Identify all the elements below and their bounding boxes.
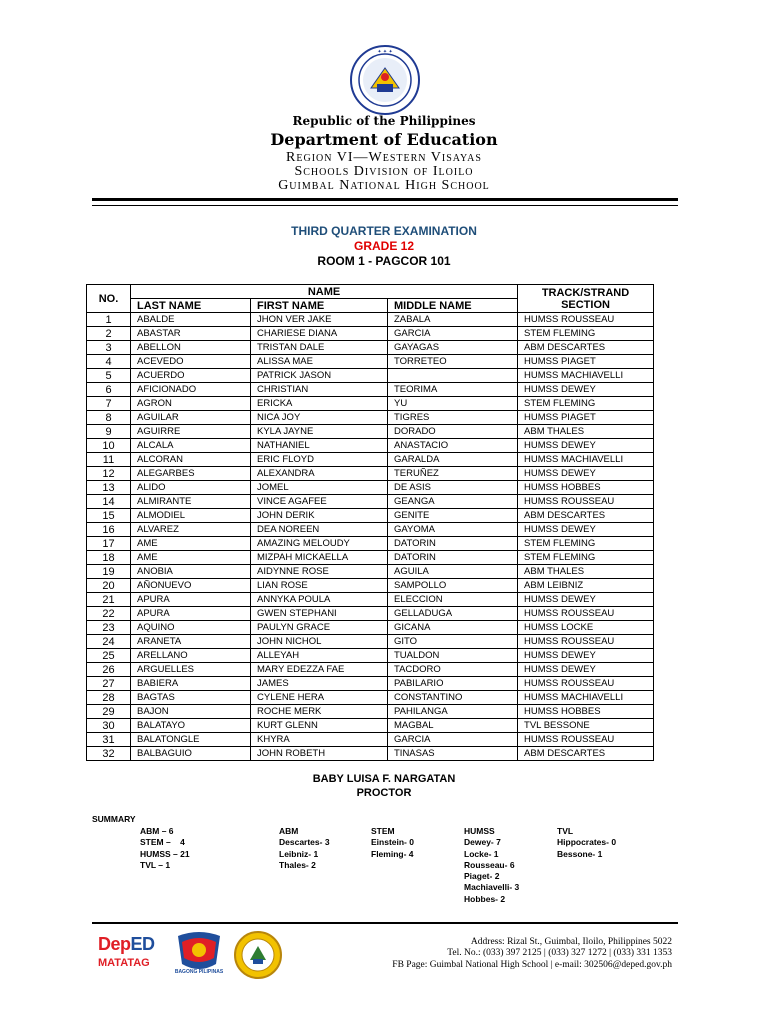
cell-section: HUMSS DEWEY xyxy=(518,467,654,481)
footer-tel: Tel. No.: (033) 397 2125 | (033) 327 1272 | (033) 331 1353 xyxy=(447,948,672,959)
cell-section: HUMSS DEWEY xyxy=(518,663,654,677)
cell-first: CHARIESE DIANA xyxy=(251,327,388,341)
table-row xyxy=(87,621,654,635)
summary-line: Locke- 1 xyxy=(464,848,499,859)
cell-no: 5 xyxy=(87,369,131,383)
cell-section: STEM FLEMING xyxy=(518,551,654,565)
table-row xyxy=(87,453,654,467)
cell-no: 6 xyxy=(87,383,131,397)
cell-section: HUMSS ROUSSEAU xyxy=(518,677,654,691)
cell-middle: TUALDON xyxy=(388,649,518,663)
header-divider-thick xyxy=(92,198,678,201)
cell-first: ALEXANDRA xyxy=(251,467,388,481)
deped-suffix: ED xyxy=(130,934,155,954)
cell-first: NATHANIEL xyxy=(251,439,388,453)
cell-middle: PAHILANGA xyxy=(388,705,518,719)
cell-section: HUMSS ROUSSEAU xyxy=(518,495,654,509)
cell-no: 3 xyxy=(87,341,131,355)
cell-no: 12 xyxy=(87,467,131,481)
cell-section: HUMSS LOCKE xyxy=(518,621,654,635)
table-row xyxy=(87,719,654,733)
summary-line: ABM xyxy=(279,826,299,836)
cell-section: HUMSS ROUSSEAU xyxy=(518,313,654,327)
table-row xyxy=(87,383,654,397)
cell-section: HUMSS HOBBES xyxy=(518,481,654,495)
cell-middle: TEORIMA xyxy=(388,383,518,397)
summary-line: STEM – 4 xyxy=(140,837,185,848)
cell-last: ARGUELLES xyxy=(131,663,251,677)
cell-section: ABM LEIBNIZ xyxy=(518,579,654,593)
summary-line: ABM – 6 xyxy=(140,826,174,836)
cell-first: LIAN ROSE xyxy=(251,579,388,593)
cell-section: STEM FLEMING xyxy=(518,537,654,551)
cell-first: JOMEL xyxy=(251,481,388,495)
cell-no: 4 xyxy=(87,355,131,369)
cell-last: AGUIRRE xyxy=(131,425,251,439)
cell-no: 24 xyxy=(87,635,131,649)
cell-middle: GITO xyxy=(388,635,518,649)
summary-line: Einstein- 0 xyxy=(371,837,414,848)
cell-section: STEM FLEMING xyxy=(518,327,654,341)
header-division: Schools Division of Iloilo xyxy=(294,164,474,179)
cell-first: MARY EDEZZA FAE xyxy=(251,663,388,677)
cell-section: HUMSS DEWEY xyxy=(518,649,654,663)
cell-last: ABALDE xyxy=(131,313,251,327)
summary-title: SUMMARY xyxy=(92,814,136,824)
roster-body xyxy=(87,313,654,761)
header-middle-name: MIDDLE NAME xyxy=(388,299,518,313)
cell-no: 26 xyxy=(87,663,131,677)
cell-middle: ELECCION xyxy=(388,593,518,607)
cell-section: TVL BESSONE xyxy=(518,719,654,733)
cell-middle: ANASTACIO xyxy=(388,439,518,453)
cell-section: HUMSS DEWEY xyxy=(518,383,654,397)
cell-section: HUMSS ROUSSEAU xyxy=(518,607,654,621)
table-row xyxy=(87,691,654,705)
cell-last: BAJON xyxy=(131,705,251,719)
cell-last: AQUINO xyxy=(131,621,251,635)
footer-fb: FB Page: Guimbal National High School | e-mail: 302506@deped.gov.ph xyxy=(392,959,672,970)
proctor-role: PROCTOR xyxy=(356,787,412,799)
cell-last: ARANETA xyxy=(131,635,251,649)
cell-middle xyxy=(388,369,518,383)
cell-last: ALCORAN xyxy=(131,453,251,467)
cell-no: 28 xyxy=(87,691,131,705)
summary-line: Leibniz- 1 xyxy=(279,848,319,859)
cell-section: ABM DESCARTES xyxy=(518,341,654,355)
summary-line: HUMSS – 21 xyxy=(140,848,190,859)
cell-first: DEA NOREEN xyxy=(251,523,388,537)
cell-first: AMAZING MELOUDY xyxy=(251,537,388,551)
cell-last: AME xyxy=(131,551,251,565)
cell-first: KURT GLENN xyxy=(251,719,388,733)
cell-no: 21 xyxy=(87,593,131,607)
cell-first: PAULYN GRACE xyxy=(251,621,388,635)
room-title: ROOM 1 - PAGCOR 101 xyxy=(317,254,451,268)
table-row xyxy=(87,705,654,719)
cell-no: 20 xyxy=(87,579,131,593)
cell-section: HUMSS ROUSSEAU xyxy=(518,733,654,747)
table-row xyxy=(87,593,654,607)
summary-line: Dewey- 7 xyxy=(464,837,501,848)
cell-no: 8 xyxy=(87,411,131,425)
footer-divider xyxy=(92,922,678,924)
footer-contact xyxy=(312,937,672,971)
svg-text:✦ ✦ ✦: ✦ ✦ ✦ xyxy=(377,49,393,55)
grade-title: GRADE 12 xyxy=(353,239,415,253)
cell-first: AIDYNNE ROSE xyxy=(251,565,388,579)
cell-middle: YU xyxy=(388,397,518,411)
cell-no: 9 xyxy=(87,425,131,439)
cell-section: HUMSS PIAGET xyxy=(518,355,654,369)
cell-middle: PABILARIO xyxy=(388,677,518,691)
deped-matatag-logo xyxy=(98,934,160,969)
cell-last: APURA xyxy=(131,607,251,621)
table-row xyxy=(87,579,654,593)
cell-middle: GARCIA xyxy=(388,327,518,341)
summary-line: Machiavelli- 3 xyxy=(464,882,520,893)
cell-no: 1 xyxy=(87,313,131,327)
table-row xyxy=(87,523,654,537)
cell-middle: GEANGA xyxy=(388,495,518,509)
summary-line: Piaget- 2 xyxy=(464,871,500,882)
cell-no: 22 xyxy=(87,607,131,621)
table-row xyxy=(87,425,654,439)
cell-last: ALEGARBES xyxy=(131,467,251,481)
cell-no: 16 xyxy=(87,523,131,537)
cell-last: AFICIONADO xyxy=(131,383,251,397)
summary-line: HUMSS xyxy=(464,826,495,836)
cell-section: HUMSS DEWEY xyxy=(518,523,654,537)
school-seal-logo xyxy=(233,930,283,980)
cell-no: 19 xyxy=(87,565,131,579)
cell-first: MIZPAH MICKAELLA xyxy=(251,551,388,565)
table-row xyxy=(87,677,654,691)
cell-middle: TIGRES xyxy=(388,411,518,425)
table-row xyxy=(87,411,654,425)
header-track xyxy=(518,285,654,313)
cell-middle: GENITE xyxy=(388,509,518,523)
summary-line: Thales- 2 xyxy=(279,859,316,870)
cell-section: HUMSS PIAGET xyxy=(518,411,654,425)
matatag-text: MATATAG xyxy=(98,957,150,969)
cell-middle: GAYAGAS xyxy=(388,341,518,355)
cell-section: STEM FLEMING xyxy=(518,397,654,411)
cell-no: 30 xyxy=(87,719,131,733)
deped-wordmark xyxy=(98,934,160,955)
summary-line: Descartes- 3 xyxy=(279,837,330,848)
cell-last: AGUILAR xyxy=(131,411,251,425)
cell-section: ABM THALES xyxy=(518,565,654,579)
cell-first: VINCE AGAFEE xyxy=(251,495,388,509)
summary-humss xyxy=(464,826,519,905)
cell-last: BALBAGUIO xyxy=(131,747,251,761)
cell-first: PATRICK JASON xyxy=(251,369,388,383)
summary-line: Rousseau- 6 xyxy=(464,859,515,870)
summary-line: TVL xyxy=(557,826,574,836)
table-row xyxy=(87,565,654,579)
header-no: NO. xyxy=(87,285,131,313)
cell-last: ALMODIEL xyxy=(131,509,251,523)
cell-first: CYLENE HERA xyxy=(251,691,388,705)
cell-section: HUMSS MACHIAVELLI xyxy=(518,691,654,705)
table-row xyxy=(87,537,654,551)
deped-seal-logo xyxy=(349,44,421,116)
table-row xyxy=(87,467,654,481)
summary-abm xyxy=(279,826,330,871)
summary-stem xyxy=(371,826,414,860)
cell-middle: TINASAS xyxy=(388,747,518,761)
table-row xyxy=(87,355,654,369)
cell-no: 27 xyxy=(87,677,131,691)
cell-middle: DORADO xyxy=(388,425,518,439)
deped-prefix: Dep xyxy=(98,934,131,954)
cell-no: 29 xyxy=(87,705,131,719)
cell-middle: TACDORO xyxy=(388,663,518,677)
cell-first: ALLEYAH xyxy=(251,649,388,663)
exam-title: THIRD QUARTER EXAMINATION xyxy=(291,224,477,238)
header-divider-thin xyxy=(92,205,678,206)
cell-middle: DATORIN xyxy=(388,537,518,551)
cell-middle: GELLADUGA xyxy=(388,607,518,621)
cell-first: KYLA JAYNE xyxy=(251,425,388,439)
cell-last: APURA xyxy=(131,593,251,607)
cell-last: ACEVEDO xyxy=(131,355,251,369)
cell-middle: DE ASIS xyxy=(388,481,518,495)
table-row xyxy=(87,607,654,621)
table-row xyxy=(87,341,654,355)
table-row xyxy=(87,327,654,341)
cell-last: ARELLANO xyxy=(131,649,251,663)
cell-last: AME xyxy=(131,537,251,551)
cell-middle: GAYOMA xyxy=(388,523,518,537)
table-row xyxy=(87,369,654,383)
table-row xyxy=(87,481,654,495)
header-track-line2: SECTION xyxy=(561,298,610,311)
cell-no: 23 xyxy=(87,621,131,635)
cell-last: ALMIRANTE xyxy=(131,495,251,509)
summary-line: Hobbes- 2 xyxy=(464,893,506,904)
cell-last: BALATONGLE xyxy=(131,733,251,747)
cell-section: HUMSS HOBBES xyxy=(518,705,654,719)
cell-no: 31 xyxy=(87,733,131,747)
table-row xyxy=(87,733,654,747)
header-republic: Republic of the Philippines xyxy=(292,114,476,128)
cell-first: ERIC FLOYD xyxy=(251,453,388,467)
cell-no: 18 xyxy=(87,551,131,565)
cell-section: HUMSS DEWEY xyxy=(518,593,654,607)
cell-first: JOHN ROBETH xyxy=(251,747,388,761)
cell-last: ALIDO xyxy=(131,481,251,495)
summary-totals xyxy=(140,826,190,871)
table-row xyxy=(87,495,654,509)
cell-middle: CONSTANTINO xyxy=(388,691,518,705)
header-department: Department of Education xyxy=(270,130,498,149)
cell-middle: GARCIA xyxy=(388,733,518,747)
table-row xyxy=(87,635,654,649)
cell-section: HUMSS ROUSSEAU xyxy=(518,635,654,649)
cell-last: BALATAYO xyxy=(131,719,251,733)
cell-first: ERICKA xyxy=(251,397,388,411)
bagong-pilipinas-text: BAGONG PILIPINAS xyxy=(174,969,224,975)
cell-first: JOHN NICHOL xyxy=(251,635,388,649)
cell-no: 2 xyxy=(87,327,131,341)
cell-middle: ZABALA xyxy=(388,313,518,327)
cell-middle: DATORIN xyxy=(388,551,518,565)
summary-line: Bessone- 1 xyxy=(557,848,603,859)
cell-no: 25 xyxy=(87,649,131,663)
cell-first: CHRISTIAN xyxy=(251,383,388,397)
summary-line: Fleming- 4 xyxy=(371,848,414,859)
table-row xyxy=(87,551,654,565)
proctor-name: BABY LUISA F. NARGATAN xyxy=(312,773,456,785)
cell-section: HUMSS MACHIAVELLI xyxy=(518,453,654,467)
cell-first: GWEN STEPHANI xyxy=(251,607,388,621)
cell-last: BABIERA xyxy=(131,677,251,691)
cell-middle: MAGBAL xyxy=(388,719,518,733)
cell-first: JOHN DERIK xyxy=(251,509,388,523)
cell-no: 14 xyxy=(87,495,131,509)
cell-middle: GICANA xyxy=(388,621,518,635)
cell-last: ALCALA xyxy=(131,439,251,453)
cell-first: JHON VER JAKE xyxy=(251,313,388,327)
table-row xyxy=(87,509,654,523)
cell-no: 15 xyxy=(87,509,131,523)
cell-first: ROCHE MERK xyxy=(251,705,388,719)
summary-line: STEM xyxy=(371,826,395,836)
summary-tvl xyxy=(557,826,616,860)
cell-no: 17 xyxy=(87,537,131,551)
header-region: Region VI—Western Visayas xyxy=(286,150,482,165)
cell-no: 32 xyxy=(87,747,131,761)
summary-line: Hippocrates- 0 xyxy=(557,837,617,848)
cell-last: AGRON xyxy=(131,397,251,411)
table-row xyxy=(87,313,654,327)
cell-section: ABM DESCARTES xyxy=(518,747,654,761)
cell-no: 11 xyxy=(87,453,131,467)
cell-first: ALISSA MAE xyxy=(251,355,388,369)
cell-last: ACUERDO xyxy=(131,369,251,383)
header-school: Guimbal National High School xyxy=(278,178,490,193)
header-track-line1: TRACK/STRAND xyxy=(541,286,630,299)
table-row xyxy=(87,663,654,677)
cell-no: 10 xyxy=(87,439,131,453)
cell-last: ABASTAR xyxy=(131,327,251,341)
cell-section: ABM THALES xyxy=(518,425,654,439)
table-row xyxy=(87,747,654,761)
header-name: NAME xyxy=(131,285,518,299)
cell-section: HUMSS MACHIAVELLI xyxy=(518,369,654,383)
header-first-name: FIRST NAME xyxy=(251,299,388,313)
header-last-name: LAST NAME xyxy=(131,299,251,313)
cell-section: HUMSS DEWEY xyxy=(518,439,654,453)
cell-no: 13 xyxy=(87,481,131,495)
summary-line: TVL – 1 xyxy=(140,859,171,870)
cell-first: NICA JOY xyxy=(251,411,388,425)
cell-section: ABM DESCARTES xyxy=(518,509,654,523)
cell-last: AÑONUEVO xyxy=(131,579,251,593)
cell-first: TRISTAN DALE xyxy=(251,341,388,355)
table-row xyxy=(87,397,654,411)
cell-middle: AGUILA xyxy=(388,565,518,579)
table-row xyxy=(87,439,654,453)
cell-no: 7 xyxy=(87,397,131,411)
cell-middle: SAMPOLLO xyxy=(388,579,518,593)
cell-last: ANOBIA xyxy=(131,565,251,579)
student-roster-table xyxy=(86,284,654,761)
footer-address: Address: Rizal St., Guimbal, Iloilo, Philippines 5022 xyxy=(470,937,672,947)
cell-first: KHYRA xyxy=(251,733,388,747)
cell-middle: TERUÑEZ xyxy=(388,467,518,481)
cell-last: ABELLON xyxy=(131,341,251,355)
table-row xyxy=(87,649,654,663)
cell-first: JAMES xyxy=(251,677,388,691)
cell-last: BAGTAS xyxy=(131,691,251,705)
cell-middle: TORRETEO xyxy=(388,355,518,369)
cell-first: ANNYKA POULA xyxy=(251,593,388,607)
cell-last: ALVAREZ xyxy=(131,523,251,537)
cell-middle: GARALDA xyxy=(388,453,518,467)
